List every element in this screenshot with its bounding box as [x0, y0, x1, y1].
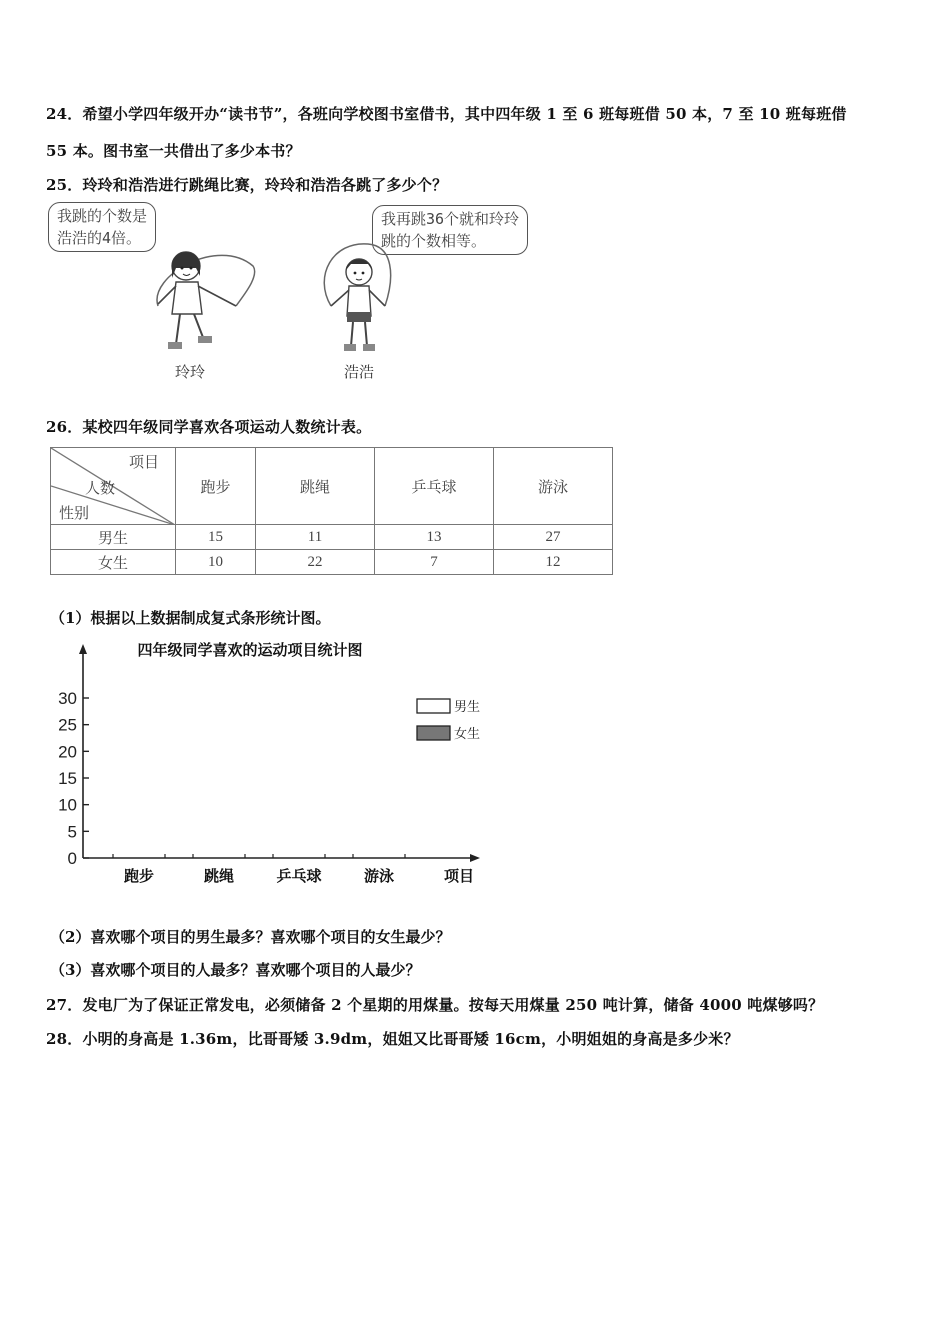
q26-part1-text: （1）根据以上数据制成复式条形统计图。: [50, 609, 331, 627]
table-cell: 22: [256, 550, 375, 575]
table-cell: 12: [494, 550, 613, 575]
table-cell: 10: [176, 550, 256, 575]
table-cell: 7: [375, 550, 494, 575]
table-cell: 27: [494, 525, 613, 550]
legend-swatch-girls: [417, 726, 450, 740]
x-axis-arrow-icon: [470, 854, 480, 862]
y-tick-label: 5: [67, 822, 77, 842]
y-tick-label: 25: [58, 715, 77, 735]
table-cell: 11: [256, 525, 375, 550]
lingling-speech-bubble: [48, 202, 156, 252]
corner-label-item: 项目: [129, 455, 160, 471]
q26-part3-text: （3）喜欢哪个项目的人最多？喜欢哪个项目的人最少？: [50, 961, 421, 979]
lingling-bubble-line2: 浩浩的4倍。: [57, 229, 142, 247]
haohao-bubble-line2: 跳的个数相等。: [381, 232, 487, 250]
q24-text-line2: 55 本。图书室一共借出了多少本书？: [46, 142, 301, 160]
legend-label-girls: 女生: [454, 727, 481, 742]
y-tick-label: 15: [58, 769, 77, 788]
column-header: 乒乓球: [375, 448, 494, 525]
chart-title: 四年级同学喜欢的运动项目统计图: [137, 642, 363, 659]
y-ticks-group: [58, 689, 89, 868]
table-cell: 15: [176, 525, 256, 550]
row-label: 男生: [51, 525, 176, 550]
corner-label-count: 人数: [85, 481, 116, 497]
q28-text: 28．小明的身高是 1.36m，比哥哥矮 3.9dm，姐姐又比哥哥矮 16cm，小明姐姐的身高是多少米？: [46, 1030, 739, 1048]
x-category-label: 游泳: [363, 867, 395, 885]
table-row: [51, 550, 613, 575]
lingling-bubble-line1: 我跳的个数是: [57, 207, 148, 225]
table-row: [51, 525, 613, 550]
table-header-row: [51, 448, 613, 525]
haohao-jump-rope-illustration: [313, 236, 413, 358]
q25-text: 25．玲玲和浩浩进行跳绳比赛，玲玲和浩浩各跳了多少个？: [46, 176, 448, 194]
x-category-label: 跑步: [123, 867, 155, 885]
table-cell: 13: [375, 525, 494, 550]
column-header: 跳绳: [256, 448, 375, 525]
column-header: 跑步: [176, 448, 256, 525]
table-corner-cell: [51, 448, 176, 525]
q27-text: 27．发电厂为了保证正常发电，必须储备 2 个星期的用煤量。按每天用煤量 250 吨计算，储备 4000 吨煤够吗？: [46, 996, 824, 1014]
sports-statistics-table: [50, 447, 613, 575]
column-header: 游泳: [494, 448, 613, 525]
lingling-jump-rope-illustration: [148, 236, 263, 358]
x-category-label: 跳绳: [203, 867, 235, 885]
x-category-label: 乒乓球: [276, 867, 322, 885]
y-tick-label: 30: [58, 689, 77, 708]
haohao-name-label: 浩浩: [344, 363, 375, 381]
corner-label-gender: 性别: [59, 506, 90, 522]
y-tick-label: 20: [58, 742, 77, 762]
legend-label-boys: 男生: [454, 700, 481, 715]
q24-text-line1: 24．希望小学四年级开办“读书节”，各班向学校图书室借书，其中四年级 1 至 6 班每班借 50 本，7 至 10 班每班借: [46, 105, 847, 123]
y-tick-label: 10: [58, 795, 77, 815]
haohao-bubble-line1: 我再跳36个就和玲玲: [381, 210, 520, 228]
y-tick-label: 0: [67, 849, 77, 868]
q26-part2-text: （2）喜欢哪个项目的男生最多？喜欢哪个项目的女生最少？: [50, 928, 451, 946]
legend-swatch-boys: [417, 699, 450, 713]
sports-bar-chart: [40, 632, 510, 894]
x-axis-title: 项目: [443, 867, 475, 885]
q26-text: 26．某校四年级同学喜欢各项运动人数统计表。: [46, 418, 372, 436]
y-axis-arrow-icon: [79, 644, 87, 654]
lingling-name-label: 玲玲: [175, 363, 206, 381]
row-label: 女生: [51, 550, 176, 575]
